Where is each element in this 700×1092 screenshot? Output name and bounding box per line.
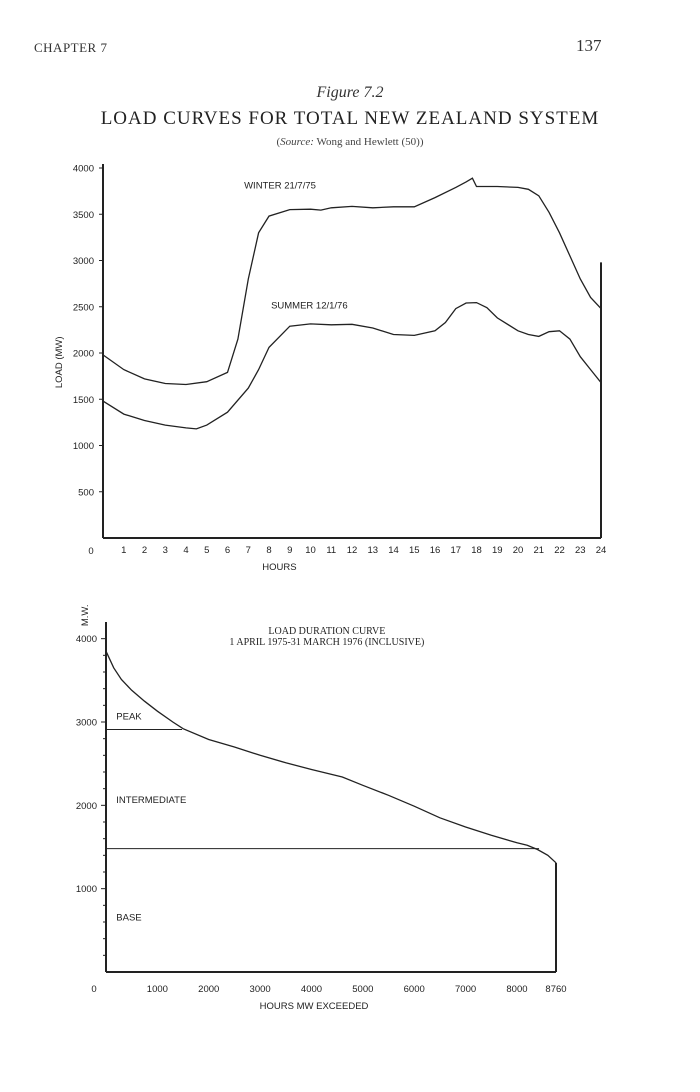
x-tick-label: 6000 (403, 984, 425, 995)
x-tick-label: 12 (346, 545, 358, 556)
x-axis-title: HOURS (262, 562, 297, 573)
x-tick-label: 17 (450, 545, 462, 556)
x-tick-label: 11 (326, 545, 337, 556)
y-tick-label: 3000 (72, 256, 94, 267)
x-tick-label: 18 (471, 545, 482, 556)
x-tick-label: 10 (305, 545, 316, 556)
load-curve-winter (103, 178, 601, 384)
x-tick-label: 4 (183, 545, 189, 556)
y-tick-label: 1000 (72, 441, 94, 452)
x-tick-label: 16 (429, 545, 441, 556)
y-tick-label: 1000 (75, 884, 97, 896)
x-tick-label: 6 (224, 545, 231, 556)
load-duration-chart (76, 604, 567, 1012)
x-tick-label: 1000 (146, 984, 168, 995)
region-label-peak: PEAK (116, 711, 142, 723)
y-tick-label: 4000 (75, 634, 97, 646)
figure-title: LOAD CURVES FOR TOTAL NEW ZEALAND SYSTEM (100, 108, 600, 129)
figure-label: Figure 7.2 (316, 84, 384, 101)
x-tick-label: 0 (91, 984, 97, 995)
x-tick-label: 20 (512, 545, 524, 556)
series-label-winter: WINTER 21/7/75 (244, 180, 316, 192)
y-tick-label: 3500 (72, 209, 94, 221)
series-label-summer: SUMMER 12/1/76 (271, 300, 348, 312)
load-duration-curve (106, 651, 556, 863)
source-citation: Wong and Hewlett (50)) (313, 136, 424, 148)
x-tick-label: 2000 (198, 984, 220, 995)
x-axis-title: HOURS MW EXCEEDED (259, 1001, 369, 1012)
origin-label: 0 (88, 546, 94, 557)
y-tick-label: 2000 (72, 348, 94, 360)
y-tick-label: 1500 (72, 394, 94, 406)
running-head: CHAPTER 7 (34, 40, 108, 55)
x-tick-label: 7000 (455, 984, 477, 995)
y-axis-title: LOAD (MW) (53, 336, 65, 389)
region-label-base: BASE (116, 912, 142, 924)
daily-load-chart (54, 164, 606, 574)
x-tick-label: 3000 (249, 984, 271, 995)
y-tick-label: 2500 (72, 302, 94, 314)
x-tick-label: 24 (595, 545, 607, 556)
x-tick-label: 2 (141, 545, 148, 556)
x-tick-label: 14 (388, 545, 399, 556)
x-tick-label: 8760 (545, 984, 567, 995)
region-label-intermediate: INTERMEDIATE (116, 794, 187, 806)
x-tick-label: 5000 (352, 984, 374, 995)
x-tick-label: 15 (408, 545, 420, 556)
y-tick-label: 3000 (75, 717, 97, 729)
x-tick-label: 3 (162, 545, 168, 556)
page-number: 137 (576, 36, 602, 55)
x-tick-label: 8000 (506, 984, 528, 995)
load-curve-summer (103, 300, 601, 429)
y-tick-label: 4000 (72, 163, 94, 175)
y-tick-label: 500 (78, 487, 94, 499)
x-tick-label: 23 (574, 545, 586, 556)
x-tick-label: 19 (491, 545, 503, 556)
x-tick-label: 13 (367, 545, 379, 556)
x-tick-label: 21 (533, 545, 545, 556)
source-open-paren: ( (276, 136, 281, 148)
x-tick-label: 9 (287, 545, 293, 556)
source-label: Source: (280, 136, 314, 148)
y-axis-title: M.W. (80, 604, 92, 627)
x-tick-label: 8 (266, 545, 272, 556)
y-tick-label: 2000 (75, 800, 97, 812)
x-tick-label: 4000 (300, 984, 323, 995)
x-tick-label: 22 (554, 545, 565, 556)
chart-title: LOAD DURATION CURVE (268, 626, 386, 637)
chart-subtitle: 1 APRIL 1975-31 MARCH 1976 (INCLUSIVE) (229, 637, 425, 648)
x-tick-label: 7 (245, 545, 251, 556)
x-tick-label: 5 (204, 545, 210, 556)
x-tick-label: 1 (121, 545, 127, 556)
